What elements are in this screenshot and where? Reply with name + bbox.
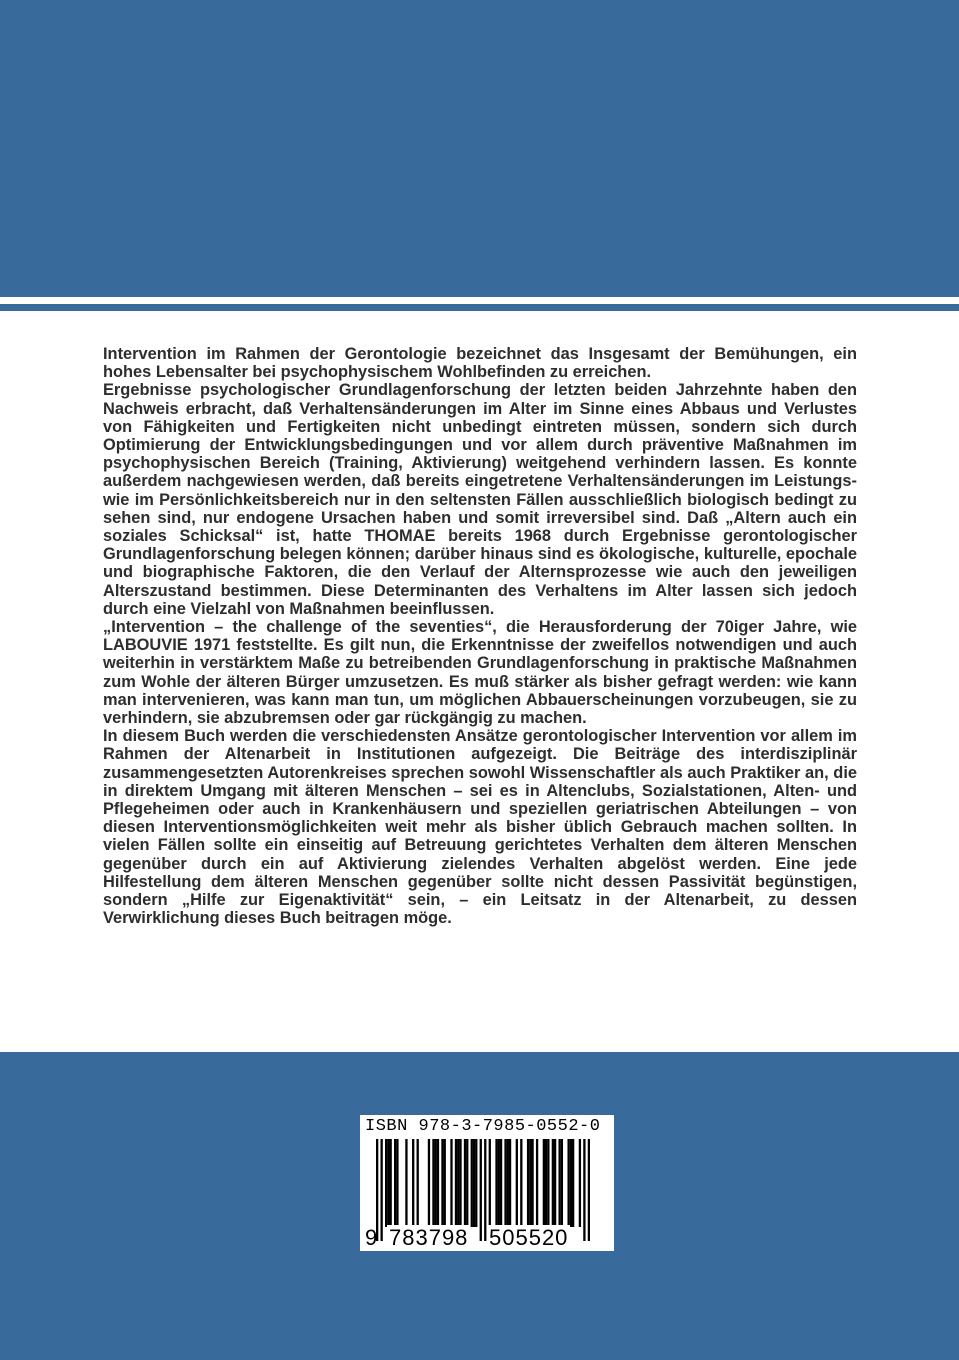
barcode-bar: [558, 1139, 560, 1227]
barcode-bar: [475, 1139, 477, 1227]
barcode-bar: [394, 1139, 396, 1227]
cover-top-band: [0, 0, 959, 297]
blurb-text: [103, 345, 857, 928]
blurb-paragraph-3: „Intervention – the challenge of the seventies“, die Herausforderung der 70iger Jahre, wie LABOUVIE 1971 feststellte. Es gilt nun, die Erkenntnisse der zweifellos notwendigen und auch weiterhin in verstärktem Maße zu betreibenden Grundlagenforschung in praktische Maßnahmen zum Wohle der älteren Bürger umzusetzen. Es muß stärker als bisher gefragt werden: wie kann man intervenieren, was kann man tun, um möglichen Abbauerscheinungen vorzubeugen, sie zu verhindern, sie abzubremsen oder gar rückgängig zu machen.: [103, 618, 857, 728]
barcode-bar: [459, 1139, 461, 1227]
barcode-bar: [387, 1139, 389, 1227]
barcode-bar: [504, 1139, 506, 1227]
barcode-bar: [489, 1139, 491, 1227]
barcode-bar: [390, 1139, 392, 1227]
top-white-stripe: [0, 297, 959, 304]
ean-right-group: 505520: [489, 1225, 569, 1250]
bottom-blue-gap: [0, 1052, 959, 1059]
barcode-bar: [545, 1139, 547, 1227]
isbn-barcode: [360, 1115, 614, 1251]
blurb-paragraph-2: Ergebnisse psychologischer Grundlagenforschung der letzten beiden Jahrzehnte haben den Nachweis erbracht, daß Verhaltensänderungen im Alter im Sinne eines Abbaus und Verlustes von Fähigkeiten und Fertigkeiten nicht unbedingt eintreten müssen, sondern sich durch Optimierung der Entwicklungsbedingungen und vor allem durch präventive Maßnahmen im psychophysischen Bereich (Training, Aktivierung) weitgehend verhindern lassen. Es konnte außerdem nachgewiesen werden, daß bereits eingetretene Verhaltensänderungen im Leistungs- wie im Persönlichkeitsbereich nur in den seltensten Fällen ausschließlich biologisch bedingt zu sehen sind, nur endogene Ursachen haben und somit irreversibel sind. Daß „Altern auch ein soziales Schicksal“ ist, hatte THOMAE bereits 1968 durch Ergebnisse gerontologischer Grundlagenforschung belegen können; darüber hinaus sind es ökologische, kulturelle, epochale und biographische Faktoren, die den Verlauf der Alternsprozesse wie auch den jeweiligen Alterszustand bestimmen. Diese Determinanten des Verhaltens im Alter lassen sich jedoch durch eine Vielzahl von Maßnahmen beeinflussen.: [103, 381, 857, 618]
barcode-bar: [417, 1139, 419, 1227]
barcode-bar: [473, 1139, 475, 1227]
barcode-bar: [498, 1139, 500, 1227]
blurb-paragraph-1: Intervention im Rahmen der Gerontologie bezeichnet das Insgesamt der Bemühungen, ein hohes Lebensalter bei psychophysischem Wohlbefinden zu erreichen.: [103, 345, 857, 382]
ean-first-digit: 9: [365, 1225, 378, 1250]
barcode-bar: [509, 1139, 511, 1227]
barcode-bar: [536, 1139, 538, 1227]
barcode-bar: [567, 1139, 569, 1227]
barcode-bar: [554, 1139, 556, 1227]
barcode-bar: [444, 1139, 446, 1227]
barcode-bar: [579, 1139, 581, 1227]
barcode-bar: [527, 1139, 529, 1227]
barcode-bar: [529, 1139, 531, 1227]
barcode-bar: [450, 1139, 452, 1227]
barcode-bar: [531, 1139, 533, 1227]
ean-left-group: 783798: [389, 1225, 469, 1250]
barcode-bar: [572, 1139, 574, 1227]
barcode-bar: [561, 1139, 563, 1227]
barcode-guard-bar: [588, 1139, 590, 1241]
blurb-paragraph-4: In diesem Buch werden die verschiedensten Ansätze gerontologischer Intervention vor allem im Rahmen der Altenarbeit in Institutionen aufgezeigt. Die Beiträge des interdisziplinär zusammengesetzten Autorenkreises sprechen sowohl Wissenschaftler als auch Praktiker an, die in direktem Umgang mit älteren Menschen – sei es in Altenclubs, Sozialstationen, Alten- und Pflegeheimen oder auch in Krankenhäusern und speziellen geriatrischen Abteilungen – von diesen Interventionsmöglichkeiten weit mehr als bisher üblich Gebrauch machen sollten. In vielen Fällen sollte ein einseitig auf Betreuung gerichtetes Verhalten dem älteren Menschen gegenüber durch ein auf Aktivierung zielendes Verhalten abgelöst werden. Eine jede Hilfestellung dem älteren Menschen gegenüber sollte nicht dessen Passivität begünstigen, sondern „Hilfe zur Eigenaktivität“ sein, – ein Leitsatz in der Altenarbeit, zu dessen Verwirklichung dieses Buch beitragen möge.: [103, 727, 857, 928]
barcode-bar: [432, 1139, 434, 1227]
barcode-bar: [516, 1139, 518, 1227]
barcode-bar: [455, 1139, 457, 1227]
barcode-bar: [385, 1139, 387, 1227]
isbn-label: ISBN 978-3-7985-0552-0: [365, 1117, 601, 1136]
barcode-bar: [543, 1139, 545, 1227]
barcode-bar: [428, 1139, 430, 1227]
bottom-white-stripe: [0, 1045, 959, 1052]
barcode-bar: [412, 1139, 414, 1227]
barcode-bar: [435, 1139, 437, 1227]
barcode-bar: [405, 1139, 407, 1227]
barcode-bar: [466, 1139, 468, 1227]
barcode-bar: [471, 1139, 473, 1227]
barcode-bar: [396, 1139, 398, 1227]
barcode-bar: [507, 1139, 509, 1227]
barcode-bar: [570, 1139, 572, 1227]
barcode-bar: [441, 1139, 443, 1227]
barcode-bar: [495, 1139, 497, 1227]
barcode-guard-bar: [381, 1139, 383, 1241]
top-blue-gap: [0, 304, 959, 311]
barcode-guard-bar: [480, 1139, 482, 1241]
barcode-bar: [552, 1139, 554, 1227]
barcode-bar: [500, 1139, 502, 1227]
barcode-bar: [437, 1139, 439, 1227]
barcode-guard-bar: [583, 1139, 585, 1241]
barcode-bar: [520, 1139, 522, 1227]
barcode-bar: [457, 1139, 459, 1227]
barcode-bar: [547, 1139, 549, 1227]
barcode-bar: [464, 1139, 466, 1227]
